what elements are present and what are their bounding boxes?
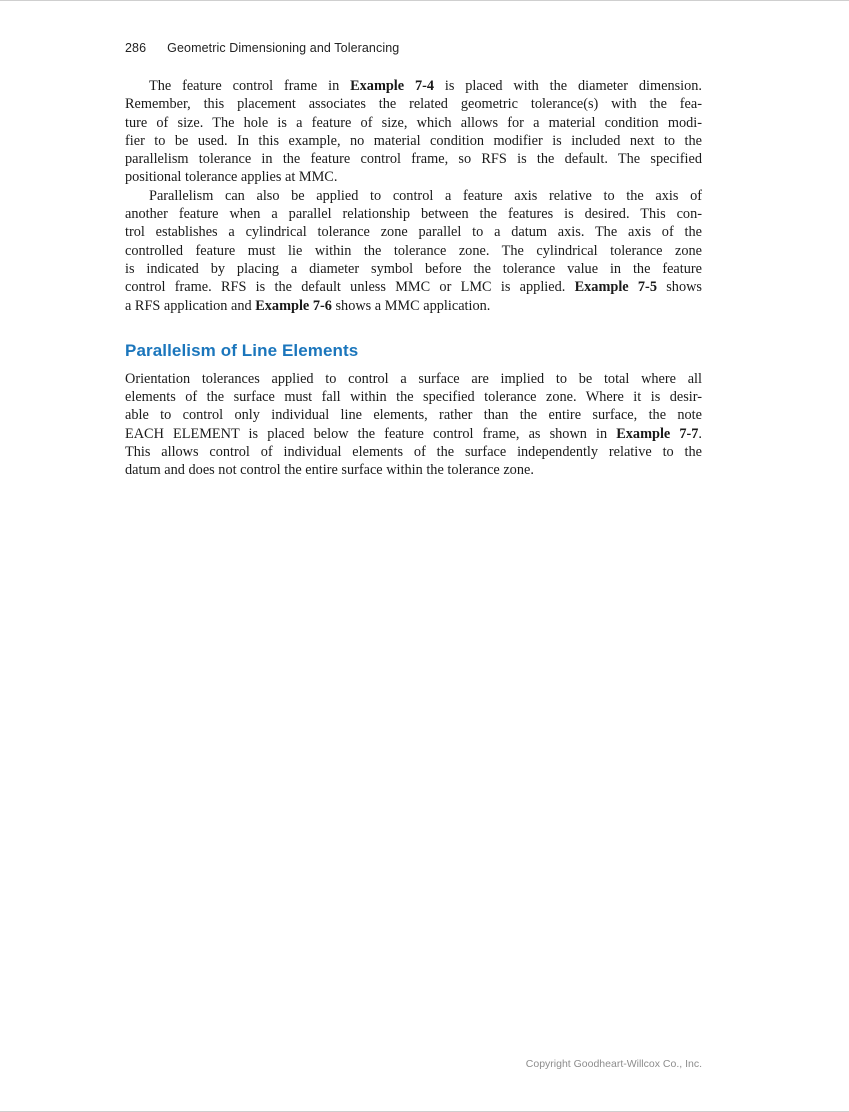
text-line <box>125 168 702 186</box>
text-line <box>125 278 702 296</box>
section-heading: Parallelism of Line Elements <box>125 340 359 360</box>
text-segment: another feature when a parallel relationship between the features is desired. This con- <box>125 206 702 223</box>
bold-text: Example 7-4 <box>350 78 435 94</box>
text-segment: elements of the surface must fall within the specified tolerance zone. Where it is desir- <box>125 389 702 406</box>
text-line <box>125 406 702 424</box>
text-segment: is indicated by placing a diameter symbol before the tolerance value in the feature <box>125 260 702 277</box>
copyright-notice: Copyright Goodheart-Willcox Co., Inc. <box>525 1058 702 1070</box>
text-line <box>125 388 702 406</box>
paragraph-3 <box>125 370 702 480</box>
page-top-edge <box>0 0 849 1</box>
body-text <box>125 77 702 480</box>
text-line <box>125 461 702 479</box>
text-segment: a RFS application and <box>125 297 256 314</box>
text-line <box>125 132 702 150</box>
text-segment: controlled feature must lie within the tolerance zone. The cylindrical tolerance zone <box>125 242 702 259</box>
text-segment: Parallelism can also be applied to control a feature axis relative to the axis of <box>149 187 702 204</box>
running-header <box>125 41 399 55</box>
text-segment: positional tolerance applies at MMC. <box>125 169 338 186</box>
text-line <box>125 425 702 443</box>
text-segment: This allows control of individual elements of the surface independently relative to the <box>125 444 702 461</box>
text-segment: Remember, this placement associates the related geometric tolerance(s) with the fea- <box>125 96 702 113</box>
text-segment: Orientation tolerances applied to control a surface are implied to be total where all <box>125 370 702 387</box>
text-segment: is placed with the diameter dimension. <box>434 78 702 94</box>
text-line <box>125 223 702 241</box>
text-line <box>125 242 702 260</box>
bold-text: Example 7-6 <box>255 297 332 314</box>
text-line <box>125 114 702 132</box>
text-line <box>125 187 702 205</box>
text-line <box>125 95 702 113</box>
text-segment: . <box>698 425 702 442</box>
paragraph-2 <box>125 187 702 315</box>
text-segment: able to control only individual line elements, rather than the entire surface, the note <box>125 407 702 424</box>
text-line <box>125 77 702 95</box>
text-segment: The feature control frame in <box>149 78 351 94</box>
text-line <box>125 260 702 278</box>
text-segment: shows <box>656 279 702 296</box>
text-segment: trol establishes a cylindrical tolerance zone parallel to a datum axis. The axis of the <box>125 224 702 241</box>
text-segment: shows a MMC application. <box>331 297 491 314</box>
text-line <box>125 205 702 223</box>
bold-text: Example 7-5 <box>574 279 657 296</box>
page-number: 286 <box>125 41 147 55</box>
text-segment: EACH ELEMENT is placed below the feature control frame, as shown in <box>125 425 617 442</box>
bold-text: Example 7-7 <box>616 425 699 442</box>
text-line <box>125 443 702 461</box>
text-line <box>125 370 702 388</box>
text-line <box>125 297 702 315</box>
text-segment: control frame. RFS is the default unless MMC or LMC is applied. <box>125 279 575 296</box>
text-line <box>125 150 702 168</box>
text-segment: fier to be used. In this example, no material condition modifier is included next to the <box>125 132 702 149</box>
text-segment: datum and does not control the entire surface within the tolerance zone. <box>125 462 534 479</box>
running-title: Geometric Dimensioning and Tolerancing <box>167 41 400 55</box>
paragraph-1 <box>125 77 702 187</box>
text-segment: ture of size. The hole is a feature of size, which allows for a material condition modi- <box>125 114 702 131</box>
text-segment: parallelism tolerance in the feature control frame, so RFS is the default. The specified <box>125 151 702 168</box>
